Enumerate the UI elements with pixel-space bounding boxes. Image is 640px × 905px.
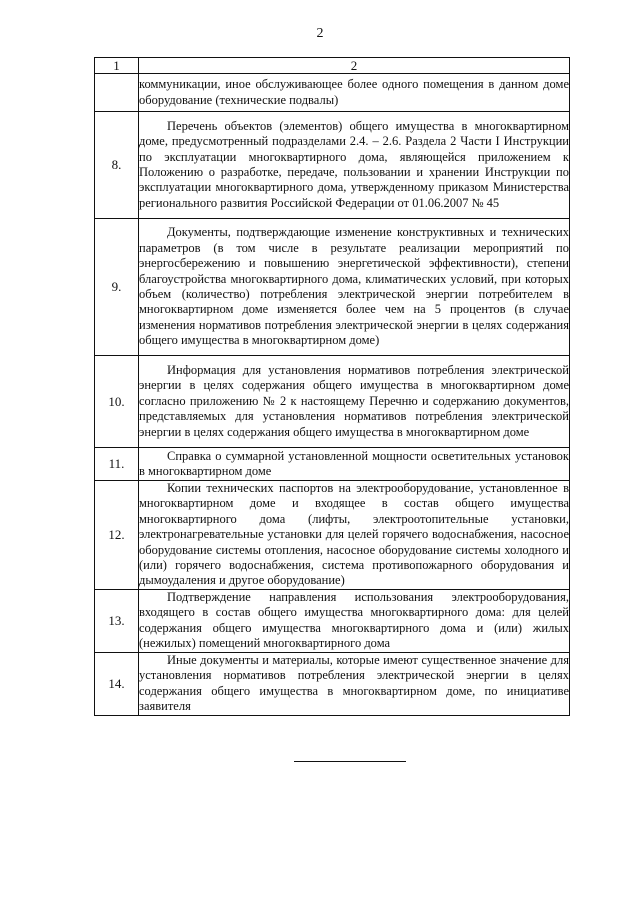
table-row bbox=[95, 219, 570, 356]
row-number: 11. bbox=[95, 448, 139, 481]
row-text: Копии технических паспортов на электрооборудование, установленное в многоквартирном доме и входящее в состав общего имущества многоквартирного дома (лифты, электроотопительные установки, электронагревательные установки для целей горячего водоснабжения, насосное оборудование системы отопления, насосное оборудование системы холодного и (или) горячего водоснабжения, система противопожарного оборудования и дымоудаления и другое оборудование) bbox=[139, 481, 569, 588]
table-row bbox=[95, 448, 570, 481]
table-header-row bbox=[95, 58, 570, 74]
row-number: 8. bbox=[95, 112, 139, 219]
row-text: Документы, подтверждающие изменение конструктивных и технических параметров (в том числе в результате реализации мероприятий по энергосбережению и повышению энергетической эффективности), степени благоустройства многоквартирного дома, климатических условий, при которых объем (количество) потребления электрической энергии потребителем в многоквартирном доме изменяется более чем на 5 процентов (в случае изменения нормативов потребления электрической энергии в целях содержания общего имущества в многоквартирном доме) bbox=[139, 219, 570, 356]
table-row bbox=[95, 356, 570, 448]
table-row bbox=[95, 112, 570, 219]
row-text: Перечень объектов (элементов) общего имущества в многоквартирном доме, предусмотренный подразделами 2.4. – 2.6. Раздела 2 Части I Инструкции по эксплуатации многоквартирного дома, являющейся приложением к Положению о разработке, передаче, пользовании и хранении Инструкции по эксплуатации многоквартирного дома, утвержденному приказом Министерства регионального развития Российской Федерации от 01.06.2007 № 45 bbox=[139, 112, 570, 219]
row-text: коммуникации, иное обслуживающее более одного помещения в данном доме оборудование (технические подвалы) bbox=[139, 74, 570, 112]
page-number: 2 bbox=[316, 26, 324, 41]
row-text: Иные документы и материалы, которые имеют существенное значение для установления нормативов потребления электрической энергии в целях содержания общего имущества в многоквартирном доме, по инициативе заявителя bbox=[139, 652, 570, 715]
row-number: 9. bbox=[95, 219, 139, 356]
documents-table bbox=[94, 57, 570, 716]
table-row bbox=[95, 481, 570, 590]
row-number: 14. bbox=[95, 652, 139, 715]
row-number bbox=[95, 74, 139, 112]
row-number: 13. bbox=[95, 589, 139, 652]
row-text: Подтверждение направления использования электрооборудования, входящего в состав общего имущества многоквартирного дома: для целей содержания общего имущества многоквартирного дома и (или) жилых (нежилых) помещений многоквартирного дома bbox=[139, 589, 570, 652]
table-row bbox=[95, 74, 570, 112]
header-col-1: 1 bbox=[95, 58, 139, 74]
row-text: Информация для установления нормативов потребления электрической энергии в целях содержания общего имущества в многоквартирном доме согласно приложению № 2 к настоящему Перечню и содержанию документов, представляемых для установления нормативов потребления электрической энергии в целях содержания общего имущества в многоквартирном доме bbox=[139, 356, 570, 448]
row-text: Справка о суммарной установленной мощности осветительных установок в многоквартирном доме bbox=[139, 448, 570, 481]
end-of-document-rule bbox=[294, 761, 406, 762]
row-number: 12. bbox=[95, 481, 139, 590]
row-number: 10. bbox=[95, 356, 139, 448]
header-col-2: 2 bbox=[139, 58, 570, 74]
table-row bbox=[95, 589, 570, 652]
table-row bbox=[95, 652, 570, 715]
